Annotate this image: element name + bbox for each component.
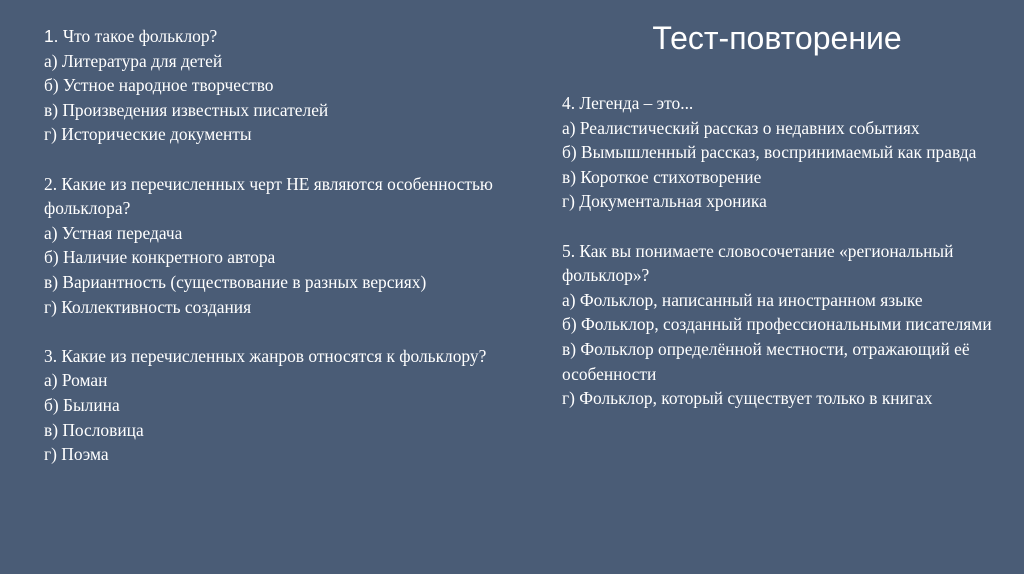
answer-option: б) Фольклор, созданный профессиональными писателями xyxy=(562,314,992,335)
answer-option: в) Пословица xyxy=(44,419,144,440)
answer-option: а) Устная передача xyxy=(44,222,183,243)
answer-option: в) Вариантность (существование в разных версиях) xyxy=(44,271,427,292)
question-number: 3. xyxy=(44,345,58,366)
answer-option: г) Исторические документы xyxy=(44,124,252,145)
question-number: 5. xyxy=(562,240,576,261)
question-label: Легенда – это... xyxy=(579,93,694,113)
answer-option: г) Поэма xyxy=(44,444,109,465)
answer-option: б) Вымышленный рассказ, воспринимаемый как правда xyxy=(562,142,977,163)
answer-option: г) Фольклор, который существует только в книгах xyxy=(562,388,933,409)
answer-option: а) Роман xyxy=(44,370,108,391)
answer-option: а) Реалистический рассказ о недавних событиях xyxy=(562,117,920,138)
answer-option: а) Фольклор, написанный на иностранном языке xyxy=(562,289,923,310)
question-text xyxy=(562,91,1002,116)
question-text xyxy=(44,172,499,221)
question-text xyxy=(44,344,499,369)
question-1 xyxy=(44,24,499,147)
answer-option: б) Былина xyxy=(44,394,120,415)
left-column xyxy=(44,24,499,467)
question-label: Как вы понимаете словосочетание «региональный фольклор»? xyxy=(562,240,954,286)
answer-option: б) Устное народное творчество xyxy=(44,75,274,96)
answer-option: а) Литература для детей xyxy=(44,50,223,71)
answer-option: в) Произведения известных писателей xyxy=(44,99,329,120)
question-label: Какие из перечисленных черт НЕ являются особенностью фольклора? xyxy=(44,173,493,219)
answer-option: г) Документальная хроника xyxy=(562,191,767,212)
question-number: 4. xyxy=(562,93,576,113)
question-5 xyxy=(562,239,1002,411)
question-label: Что такое фольклор? xyxy=(62,26,218,46)
question-number: 1. xyxy=(44,26,59,46)
answer-option: г) Коллективность создания xyxy=(44,296,252,317)
answer-option: б) Наличие конкретного автора xyxy=(44,247,276,268)
answer-option: в) Фольклор определённой местности, отражающий её особенности xyxy=(562,338,970,384)
question-text xyxy=(562,239,1002,288)
slide-title: Тест-повторение xyxy=(652,20,902,56)
answer-option: в) Короткое стихотворение xyxy=(562,166,762,187)
question-3 xyxy=(44,344,499,467)
right-column xyxy=(562,91,1002,411)
question-2 xyxy=(44,172,499,320)
question-4 xyxy=(562,91,1002,214)
question-label: Какие из перечисленных жанров относятся к фольклору? xyxy=(61,345,487,366)
question-text xyxy=(44,24,499,49)
question-number: 2. xyxy=(44,173,58,194)
